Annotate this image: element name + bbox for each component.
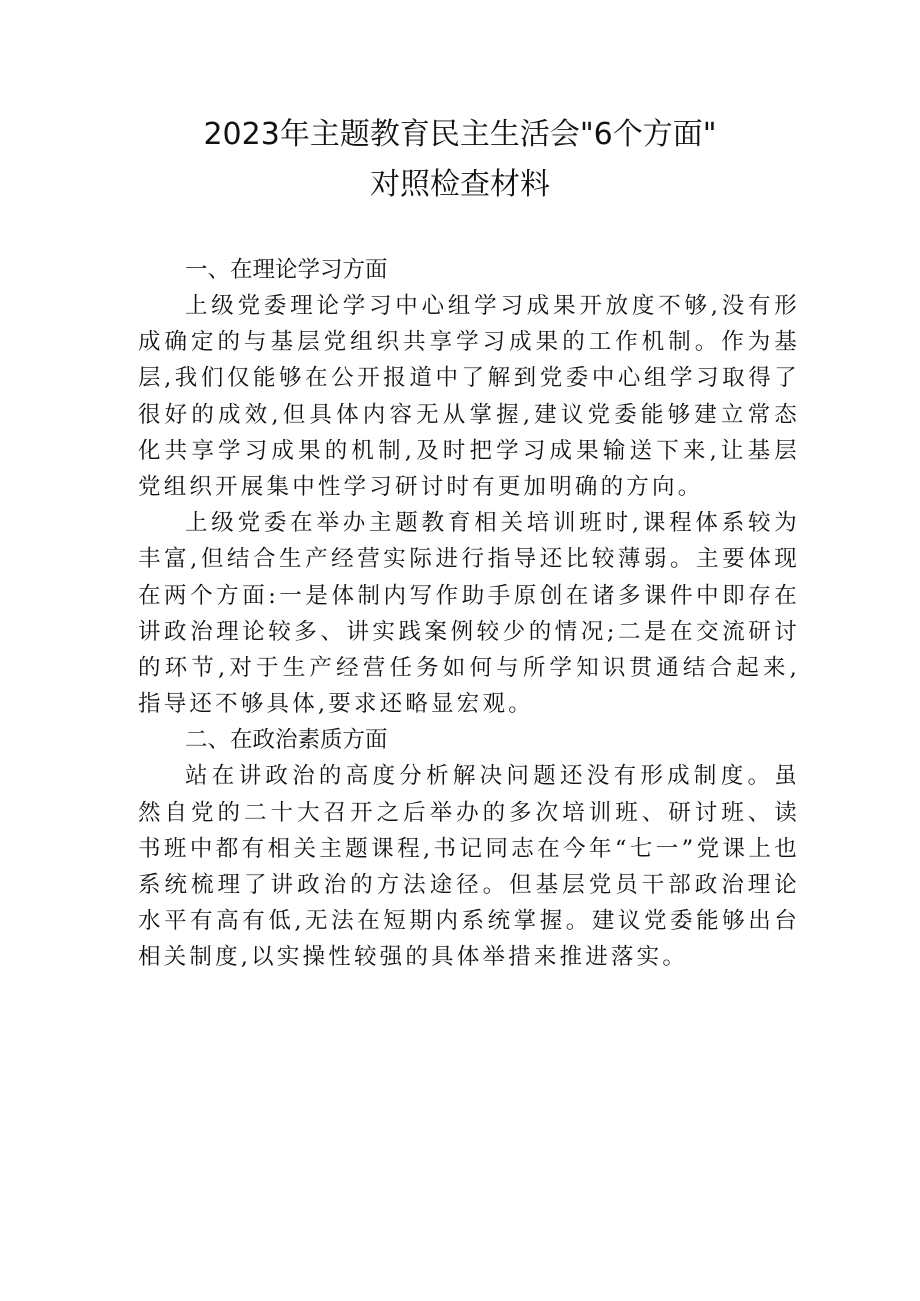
section-heading-theory-study: 一、在理论学习方面: [185, 257, 388, 283]
document-title-line1: 2023年主题教育民主生活会"6个方面": [203, 117, 717, 152]
paragraph-theory-1: 上级党委理论学习中心组学习成果开放度不够,没有形成确定的与基层党组织共享学习成果的工作机制。作为基层,我们仅能够在公开报道中了解到党委中心组学习取得了很好的成效,但具体内容无从掌握,建议党委能够建立常态化共享学习成果的机制,及时把学习成果输送下来,让基层党组织开展集中性学习研讨时有更加明确的方向。: [138, 293, 800, 501]
document-title-line2: 对照检查材料: [370, 167, 550, 202]
document-body: [138, 252, 800, 976]
section-heading-political-quality: 二、在政治素质方面: [185, 727, 388, 754]
paragraph-theory-2: 上级党委在举办主题教育相关培训班时,课程体系较为丰富,但结合生产经营实际进行指导还比较薄弱。主要体现在两个方面:一是体制内写作助手原创在诸多课件中即存在讲政治理论较多、讲实践案例较少的情况;二是在交流研讨的环节,对于生产经营任务如何与所学知识贯通结合起来,指导还不够具体,要求还略显宏观。: [138, 510, 800, 718]
paragraph-political-1: 站在讲政治的高度分析解决问题还没有形成制度。虽然自党的二十大召开之后举办的多次培训班、研讨班、读书班中都有相关主题课程,书记同志在今年“七一”党课上也系统梳理了讲政治的方法途径。但基层党员干部政治理论水平有高有低,无法在短期内系统掌握。建议党委能够出台相关制度,以实操性较强的具体举措来推进落实。: [138, 763, 800, 971]
